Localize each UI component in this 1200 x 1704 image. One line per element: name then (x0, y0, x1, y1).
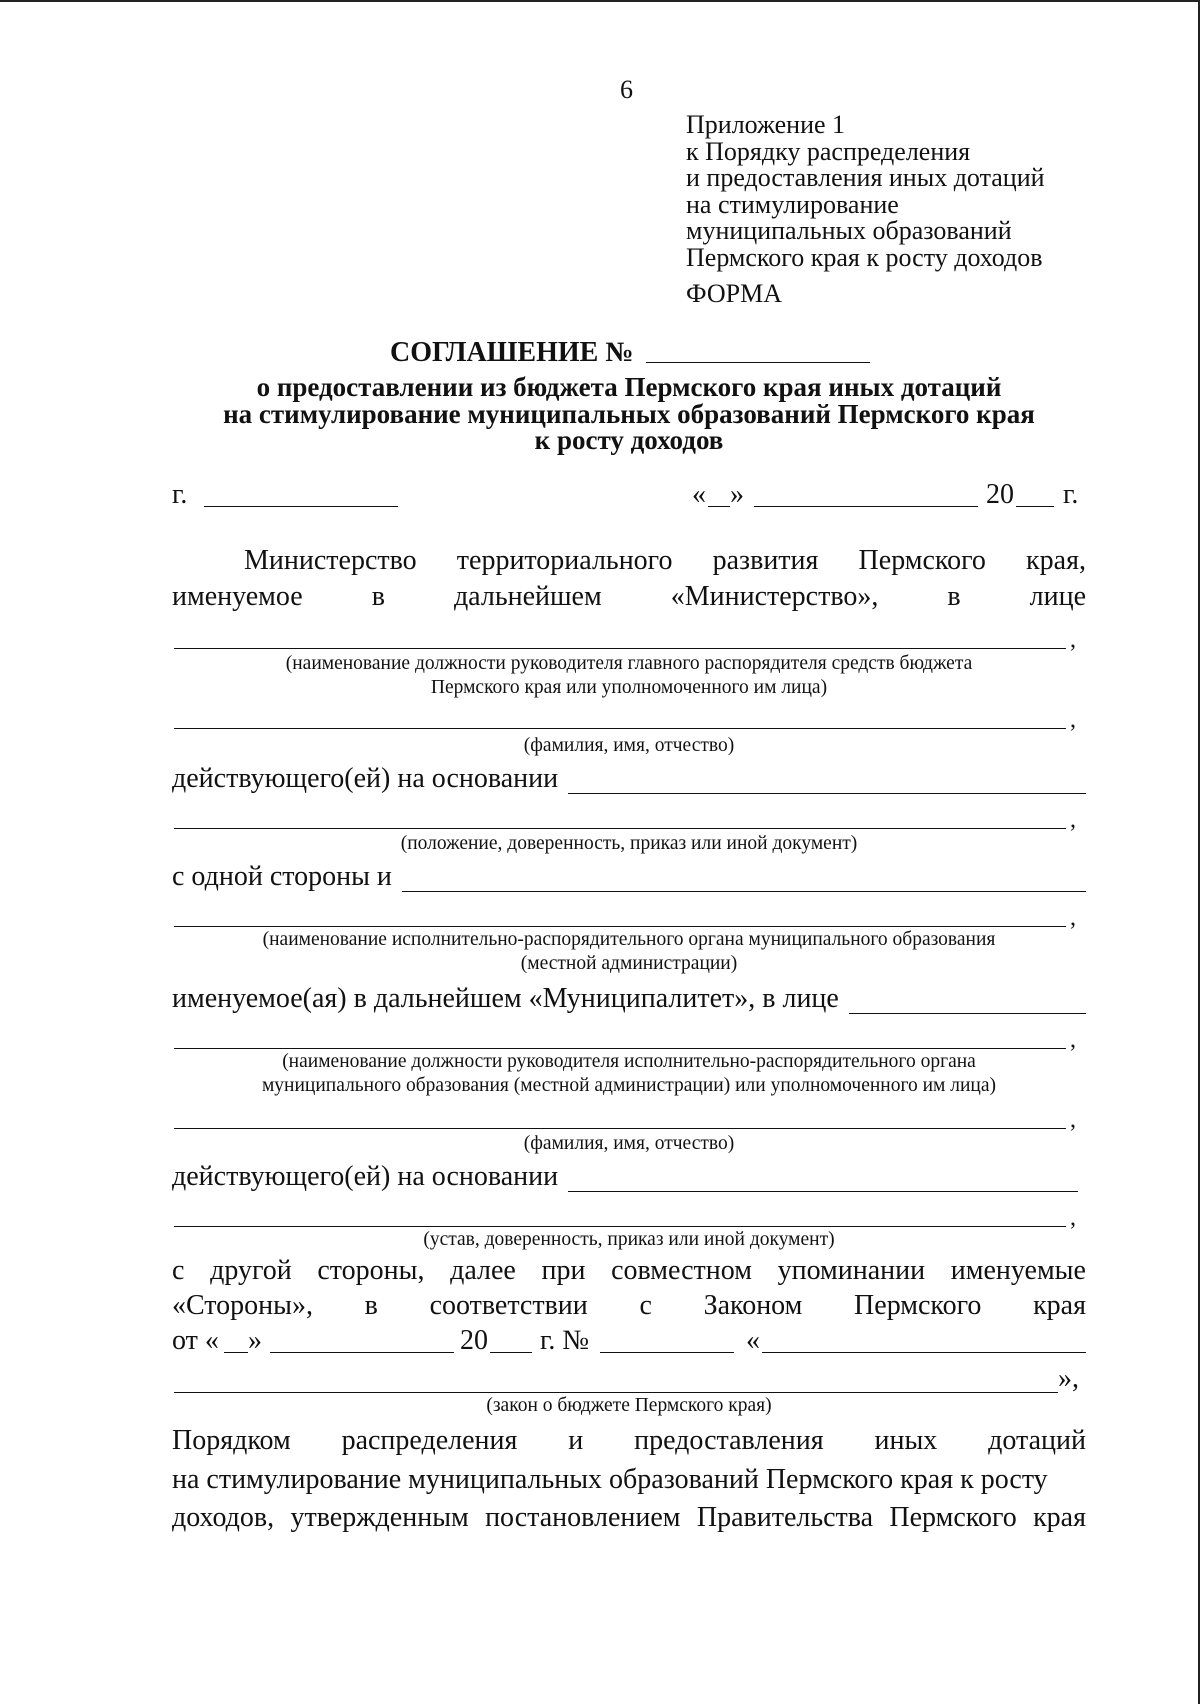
day-quote-close: » (730, 479, 744, 510)
city-blank (204, 506, 398, 507)
law-year-prefix: 20 (460, 1325, 488, 1356)
appendix-line: Приложение 1 (686, 110, 846, 139)
law-day-blank (224, 1352, 248, 1353)
word: «Министерство», (670, 581, 879, 612)
caption-line: (местной администрации) (520, 953, 738, 974)
word: далее (450, 1255, 516, 1286)
word: доходов, (172, 1502, 275, 1533)
basis-blank-2a (568, 1167, 1078, 1192)
comma: , (1070, 707, 1076, 733)
word: утвержденным (290, 1502, 469, 1533)
day-blank (708, 506, 730, 507)
word: дотаций (988, 1425, 1086, 1456)
page-number: 6 (620, 75, 633, 104)
caption-line: Пермского края или уполномоченного им лица) (430, 677, 828, 698)
acting-label-2: действующего(ей) на основании (172, 1161, 559, 1192)
word: территориального (456, 545, 673, 576)
other-side-line1 (172, 1256, 1086, 1286)
caption-position-1 (0, 652, 1200, 700)
word: в (364, 1290, 378, 1321)
municipality-label: именуемое(ая) в дальнейшем «Муниципалитет», в лице (172, 983, 839, 1014)
law-day-close: » (248, 1325, 262, 1356)
executive-blank-b (174, 926, 1066, 927)
word: «Стороны», (172, 1290, 313, 1321)
word: Пермского (854, 1290, 982, 1321)
law-month-blank (270, 1352, 454, 1353)
comma: , (1070, 807, 1076, 833)
fio-blank-2 (174, 1128, 1066, 1129)
acting-line-1 (172, 764, 1086, 794)
comma: , (1070, 905, 1076, 931)
one-side-line (172, 862, 1086, 892)
word: соответствии (429, 1290, 588, 1321)
final-line2: на стимулирование муниципальных образований Пермского края к росту (172, 1464, 1048, 1495)
word: предоставления (634, 1425, 824, 1456)
basis-blank-1a (568, 769, 1086, 794)
appendix-line: Пермского края к росту доходов (686, 242, 1043, 272)
acting-line-2 (172, 1162, 1078, 1192)
caption-position-2 (0, 1050, 1200, 1098)
scan-border-top (0, 0, 1200, 2)
basis-blank-2b (174, 1226, 1066, 1227)
word: постановлением (485, 1502, 681, 1533)
comma: , (1070, 1027, 1076, 1053)
final-line3 (172, 1503, 1086, 1533)
word: другой (210, 1255, 292, 1286)
day-quote-open: « (692, 479, 706, 510)
law-from: от « (172, 1325, 219, 1356)
word: Пермского (858, 545, 986, 576)
law-year-blank (490, 1352, 532, 1353)
caption-line: (наименование должности руководителя исполнительно-распорядительного органа (282, 1051, 976, 1072)
position-blank-2 (174, 1048, 1066, 1049)
basis-blank-1b (174, 828, 1066, 829)
word: края (1033, 1502, 1086, 1533)
year-suffix: г. (1063, 479, 1079, 510)
month-blank (754, 506, 978, 507)
year-prefix: 20 (986, 479, 1014, 510)
city-prefix: г. (172, 479, 188, 510)
subtitle-line: на стимулирование муниципальных образований Пермского края (223, 398, 1035, 429)
one-side-label: с одной стороны и (172, 861, 392, 892)
word: совместном (611, 1255, 752, 1286)
caption-line: муниципального образования (местной администрации) или уполномоченного им лица) (261, 1075, 997, 1096)
law-number-blank (600, 1352, 734, 1353)
word: и (568, 1425, 584, 1456)
appendix-block (686, 112, 1045, 271)
comma: , (1070, 1205, 1076, 1231)
word: Порядком (172, 1425, 291, 1456)
caption-fio-1: (фамилия, имя, отчество) (523, 735, 735, 756)
word: именуемое (172, 581, 303, 612)
subtitle-line: о предоставлении из бюджета Пермского края иных дотаций (256, 372, 1002, 402)
word: распределения (341, 1425, 518, 1456)
comma: , (1070, 1107, 1076, 1133)
municipality-line (172, 984, 1086, 1014)
word: края, (1026, 545, 1086, 576)
caption-law: (закон о бюджете Пермского края) (486, 1395, 772, 1416)
caption-basis-2: (устав, доверенность, приказ или иной документ) (423, 1229, 835, 1250)
position-blank-1 (174, 648, 1066, 649)
caption-line: (наименование должности руководителя главного распорядителя средств бюджета (285, 653, 973, 674)
caption-executive (0, 928, 1200, 976)
word: лице (1029, 581, 1086, 612)
word: в (947, 581, 961, 612)
agreement-number-blank (646, 362, 870, 363)
word: именуемые (950, 1255, 1086, 1286)
appendix-line: муниципальных образований (686, 216, 1012, 245)
law-title-quote: « (746, 1325, 760, 1356)
word: при (541, 1255, 586, 1286)
caption-basis-1: (положение, доверенность, приказ или иной документ) (400, 833, 858, 854)
year-blank (1016, 506, 1054, 507)
word: Законом (703, 1290, 803, 1321)
agreement-subtitle (0, 374, 1200, 454)
word: стороны, (317, 1255, 425, 1286)
word: Правительства (696, 1502, 874, 1533)
final-line1 (172, 1426, 1086, 1456)
law-title-blank-b (174, 1392, 1058, 1393)
form-label: ФОРМА (686, 279, 782, 308)
word: упоминании (777, 1255, 926, 1286)
word: развития (712, 545, 819, 576)
agreement-title: СОГЛАШЕНИЕ № (390, 337, 634, 368)
executive-blank-a (402, 867, 1086, 892)
caption-line: (наименование исполнительно-распорядительного органа муниципального образования (262, 929, 996, 950)
appendix-line: на стимулирование (686, 189, 899, 219)
law-number-label: г. № (540, 1325, 590, 1356)
municipality-person-blank-a (849, 989, 1086, 1014)
acting-label-1: действующего(ей) на основании (172, 763, 559, 794)
word: Министерство (244, 545, 417, 576)
comma: , (1070, 627, 1076, 653)
word: дальнейшем (453, 581, 602, 612)
word: с (172, 1255, 185, 1286)
para1-line1 (244, 546, 1086, 576)
appendix-line: к Порядку распределения (686, 136, 971, 166)
subtitle-line: к росту доходов (534, 425, 724, 455)
word: в (371, 581, 385, 612)
appendix-line: и предоставления иных дотаций (686, 163, 1045, 192)
word: Пермского (889, 1502, 1017, 1533)
other-side-line2 (172, 1291, 1086, 1321)
law-title-blank-a (762, 1352, 1086, 1353)
para1-line2 (172, 582, 1086, 612)
law-close: », (1058, 1363, 1079, 1394)
word: иных (874, 1425, 938, 1456)
word: с (639, 1290, 652, 1321)
word: края (1033, 1290, 1086, 1321)
caption-fio-2: (фамилия, имя, отчество) (523, 1133, 735, 1154)
fio-blank-1 (174, 728, 1066, 729)
